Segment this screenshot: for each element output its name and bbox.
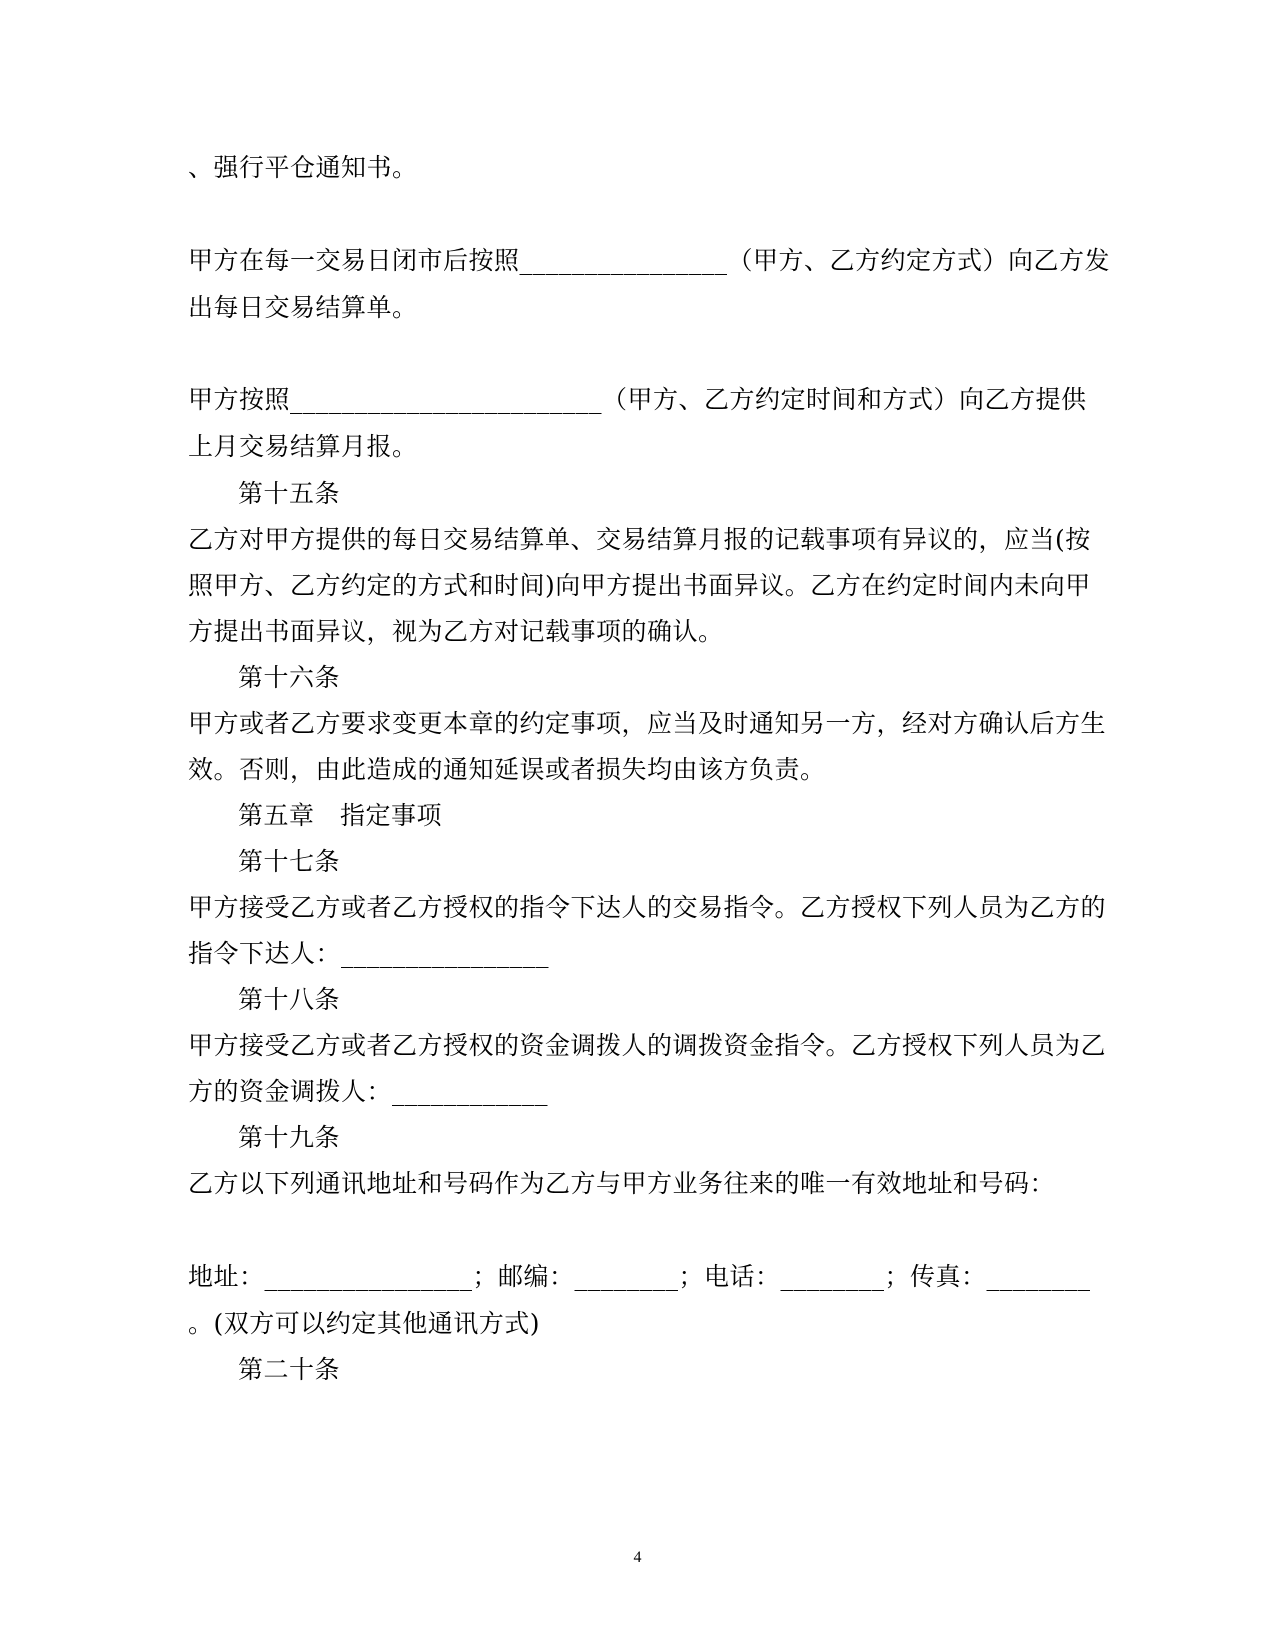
text-line: 甲方接受乙方或者乙方授权的资金调拨人的调拨资金指令。乙方授权下列人员为乙 xyxy=(188,1031,1107,1060)
text-line: 方的资金调拨人：____________ xyxy=(188,1077,549,1106)
chapter-heading: 第五章 指定事项 xyxy=(238,801,443,830)
text-line: 甲方接受乙方或者乙方授权的指令下达人的交易指令。乙方授权下列人员为乙方的 xyxy=(188,893,1107,922)
text-line: 照甲方、乙方约定的方式和时间)向甲方提出书面异议。乙方在约定时间内未向甲 xyxy=(188,571,1091,600)
text-line: 乙方对甲方提供的每日交易结算单、交易结算月报的记载事项有异议的，应当(按 xyxy=(188,525,1091,554)
text-line: 出每日交易结算单。 xyxy=(188,293,418,322)
text-line: 甲方按照________________________（甲方、乙方约定时间和方式）向乙方提供 xyxy=(188,385,1087,414)
article-heading: 第二十条 xyxy=(238,1355,341,1384)
text-line: 甲方在每一交易日闭市后按照________________（甲方、乙方约定方式）向乙方发 xyxy=(188,246,1111,275)
text-line: 方提出书面异议，视为乙方对记载事项的确认。 xyxy=(188,617,724,646)
text-line: 上月交易结算月报。 xyxy=(188,432,418,461)
text-line: 地址：________________；邮编：________；电话：________；传真：________ xyxy=(188,1262,1091,1291)
article-heading: 第十五条 xyxy=(238,479,341,508)
page-number: 4 xyxy=(633,1549,642,1566)
article-heading: 第十七条 xyxy=(238,847,341,876)
text-line: 乙方以下列通讯地址和号码作为乙方与甲方业务往来的唯一有效地址和号码： xyxy=(188,1169,1056,1198)
article-heading: 第十九条 xyxy=(238,1123,341,1152)
text-line: 效。否则，由此造成的通知延误或者损失均由该方负责。 xyxy=(188,755,826,784)
article-heading: 第十八条 xyxy=(238,985,341,1014)
text-line: 。(双方可以约定其他通讯方式) xyxy=(188,1309,541,1338)
text-line: 指令下达人：________________ xyxy=(188,939,550,968)
article-heading: 第十六条 xyxy=(238,663,341,692)
text-line: 、强行平仓通知书。 xyxy=(188,153,418,182)
text-line: 甲方或者乙方要求变更本章的约定事项，应当及时通知另一方，经对方确认后方生 xyxy=(188,709,1107,738)
